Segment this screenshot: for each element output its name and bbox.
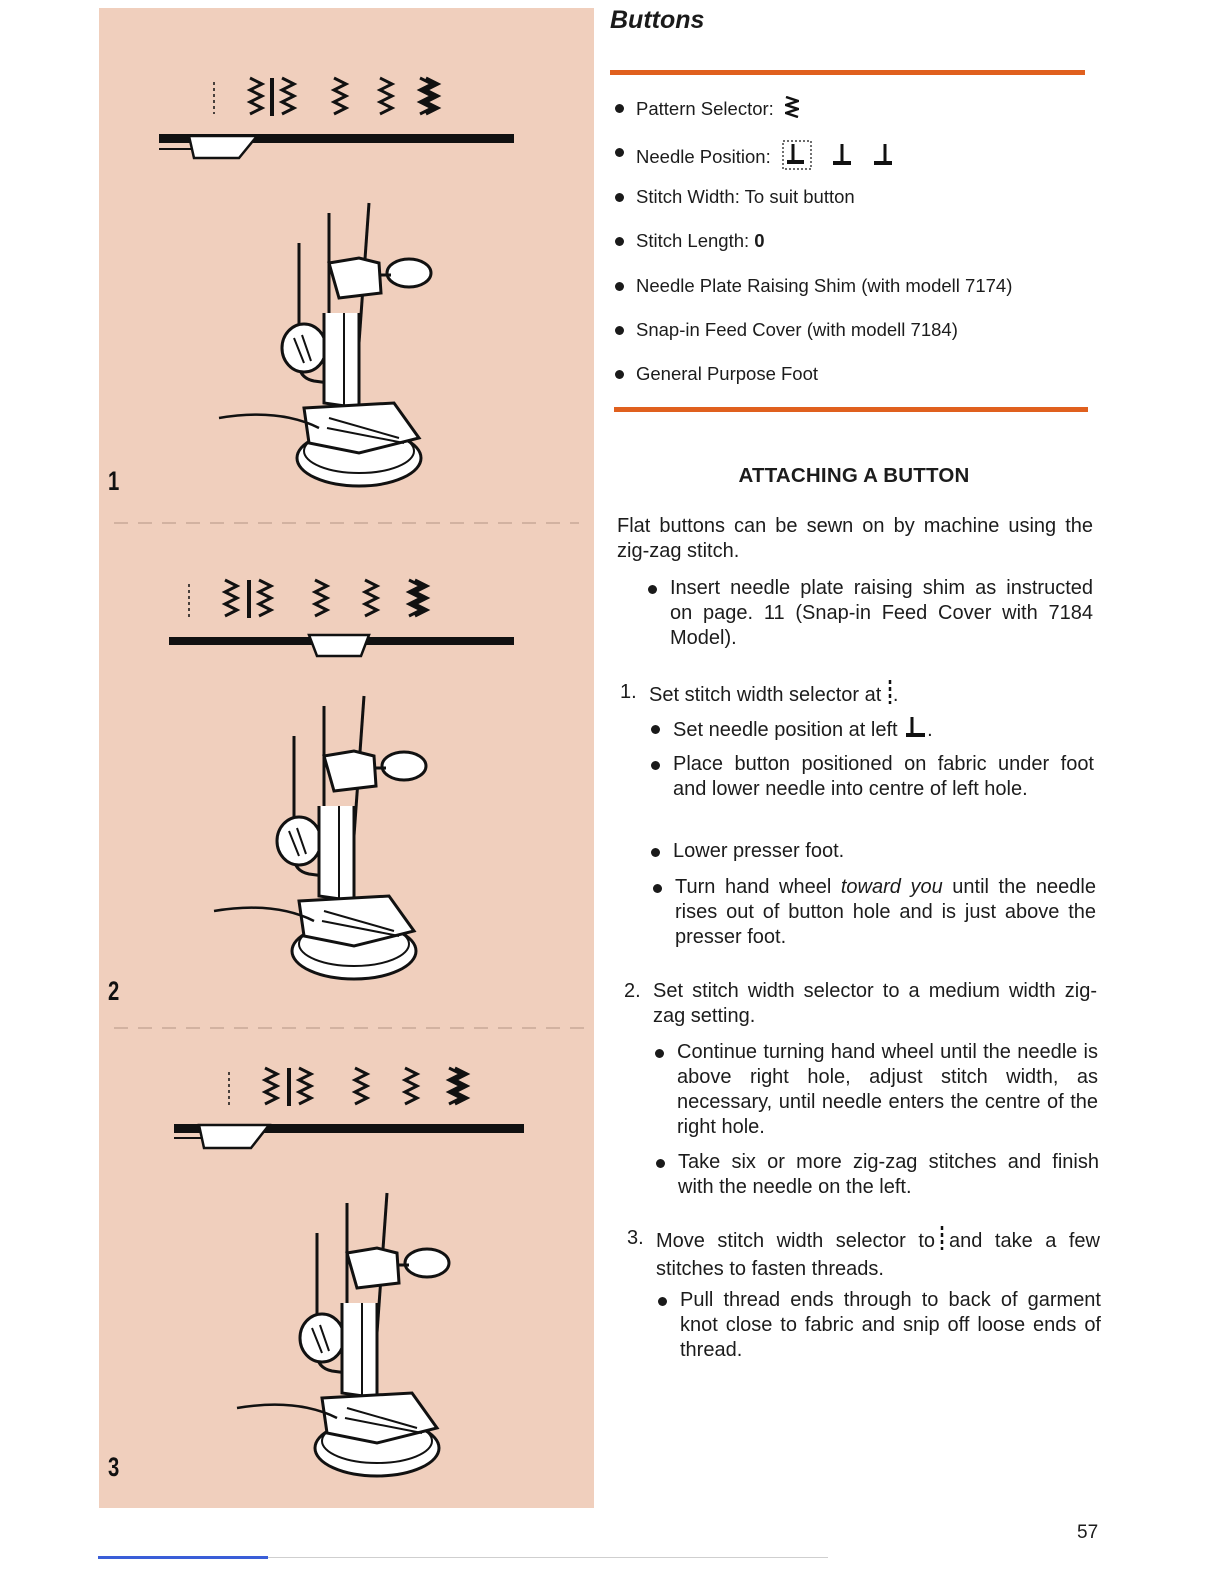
figure-3-machine [237, 1193, 449, 1476]
setting-stitch-width [614, 185, 1094, 229]
step-1-bullet-4 [675, 875, 1096, 950]
setting-stitch-length [614, 229, 1094, 273]
bullet-text: Turn hand wheel [675, 876, 832, 898]
step-2-text: Set stitch width selector to a medium width zig-zag setting. [653, 980, 1097, 1027]
bottom-rule-gray [268, 1557, 828, 1558]
step-2-bullet-2 [678, 1150, 1099, 1200]
step-1-bullet-1 [673, 716, 1093, 745]
setting-feed-cover [614, 318, 1094, 362]
bullet-text: Pull thread ends through to back of garment knot close to fabric and snip off loose ends of thread. [680, 1289, 1101, 1361]
bullet-dot [648, 585, 657, 594]
zigzag-pattern-icon [785, 96, 799, 124]
setting-needle-position [614, 140, 1094, 184]
bullet-dot [651, 725, 660, 734]
figure-number-1: 1 [108, 466, 120, 496]
step-3-number: 3. [627, 1227, 644, 1249]
bullet-dot [653, 884, 662, 893]
figure-2-slider [169, 635, 514, 656]
bullet-text: Take six or more zig-zag stitches and finish with the needle on the left. [678, 1151, 1099, 1198]
setting-label: General Purpose Foot [636, 363, 819, 385]
setting-presser-foot [614, 362, 1094, 406]
bullet-dot [658, 1297, 667, 1306]
bullet-dot [651, 848, 660, 857]
step-3-bullet-1 [680, 1288, 1101, 1363]
step-2-bullet-1 [677, 1040, 1098, 1140]
figure-1-machine [219, 203, 431, 486]
bottom-rule-blue [98, 1556, 268, 1559]
illustration-panel [99, 8, 594, 1508]
bullet-text-end: until the needle rises out of button hole and is just above the presser foot. [675, 876, 1096, 948]
settings-list [614, 96, 1094, 407]
bullet-text: Lower presser foot. [673, 840, 845, 862]
setting-label: Snap-in Feed Cover (with modell 7184) [636, 318, 958, 340]
step-text-end: and take a few stitches to fasten threads. [656, 1229, 1101, 1280]
intro-paragraph: Flat buttons can be sewn on by machine using the zig-zag stitch. [617, 515, 1093, 562]
step-1-bullet-3 [673, 839, 1094, 864]
setting-label: Needle Plate Raising Shim (with modell 7174) [636, 274, 1013, 296]
section-heading: ATTACHING A BUTTON [738, 464, 970, 487]
setting-raising-shim [614, 274, 1094, 318]
bullet-text: Place button positioned on fabric under foot and lower needle into centre of left hole. [673, 753, 1094, 800]
straight-stitch-icon [939, 1226, 945, 1257]
bullet-text-end: . [927, 718, 933, 741]
needle-position-right-icon [872, 142, 894, 174]
figure-2-selector [189, 580, 427, 620]
step-1-text [649, 680, 1089, 711]
bullet-dot [656, 1159, 665, 1168]
bullet-text: Continue turning hand wheel until the needle is above right hole, adjust stitch width, as necessary, until needle enters the centre of the right hole. [677, 1041, 1098, 1138]
step-text: Set stitch width selector at [649, 683, 882, 706]
figure-number-2: 2 [108, 976, 120, 1006]
bullet-emphasis: toward you [840, 876, 943, 898]
top-orange-rule [610, 70, 1085, 75]
middle-orange-rule [614, 407, 1088, 412]
bullet-dot [655, 1049, 664, 1058]
figure-2-machine [214, 696, 426, 979]
setting-label: Stitch Width: [636, 185, 740, 207]
setting-label: Needle Position: [636, 146, 771, 168]
needle-position-left-icon [782, 140, 812, 176]
step-text-end: . [892, 683, 899, 706]
figure-1-slider [159, 134, 514, 158]
bullet-text: Set needle position at left [673, 718, 898, 741]
setting-value: 0 [754, 230, 765, 252]
figure-3-selector [229, 1068, 467, 1108]
step-2-number: 2. [624, 980, 641, 1002]
setting-label: Pattern Selector: [636, 97, 774, 119]
page-number: 57 [1077, 1522, 1099, 1543]
bullet-text: Insert needle plate raising shim as instructed on page. 11 (Snap-in Feed Cover with 7184 Model). [670, 577, 1093, 649]
setting-label: Stitch Length: [636, 230, 750, 252]
sewing-illustrations [99, 8, 594, 1508]
figure-number-3: 3 [108, 1452, 120, 1482]
step-text: Move stitch width selector to [656, 1229, 936, 1252]
bullet-dot [651, 761, 660, 770]
intro-bullet [670, 576, 1093, 651]
needle-position-center-icon [831, 142, 853, 174]
setting-pattern-selector [614, 96, 1094, 140]
setting-value: To suit button [744, 185, 855, 207]
figure-3-slider [174, 1124, 524, 1148]
step-1-number: 1. [620, 681, 637, 703]
step-3-text [656, 1226, 1100, 1282]
needle-left-icon [903, 716, 927, 745]
figure-1-selector [214, 78, 438, 116]
step-1-bullet-2 [673, 752, 1094, 802]
page-title: Buttons [610, 6, 705, 34]
